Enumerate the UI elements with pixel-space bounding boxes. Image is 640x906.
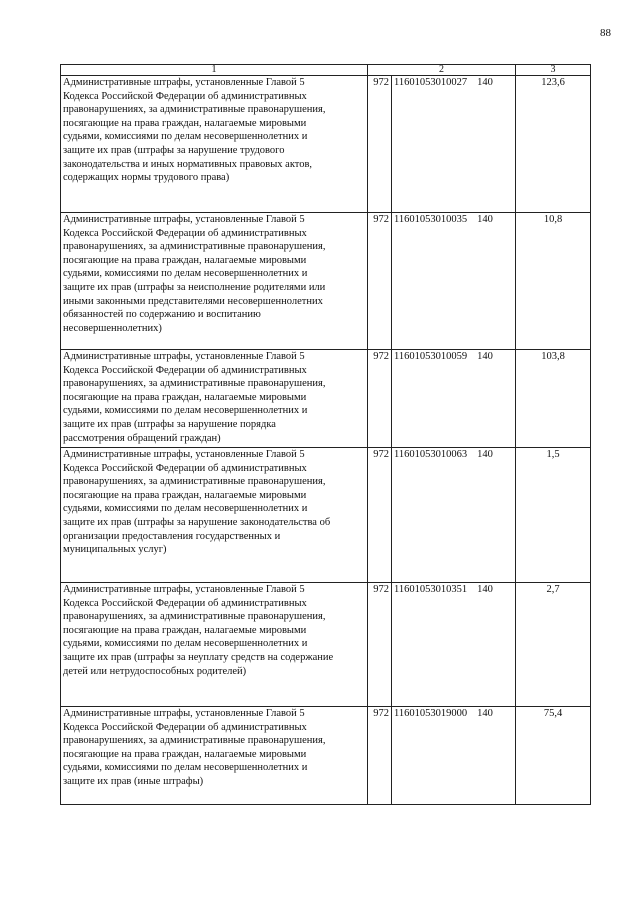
classification-code-cell [392,448,516,583]
revenue-description [61,448,368,583]
description-line: судьями, комиссиями по делам несовершеннолетних и [63,503,308,515]
administrator-code: 972 [368,583,392,707]
description-line: посягающие на права граждан, налагаемые мировыми [63,748,307,760]
classification-code-cell [392,707,516,805]
description-line: защите их прав (штрафы за нарушение трудового [63,144,285,156]
description-line: защите их прав (штрафы за нарушение порядка [63,418,276,430]
kosgu-code: 140 [477,449,493,460]
table-header-row [61,65,591,76]
description-line: Административные штрафы, установленные Главой 5 [63,214,305,225]
classification-code-cell [392,350,516,448]
description-line: посягающие на права граждан, налагаемые мировыми [63,489,307,501]
description-line: защите их прав (штрафы за неисполнение родителями или [63,281,326,293]
description-line: Административные штрафы, установленные Главой 5 [63,584,305,595]
table-row [61,213,591,350]
amount-value: 75,4 [516,707,591,805]
kosgu-code: 140 [477,708,493,719]
administrator-code: 972 [368,213,392,350]
header-col-1: 1 [61,65,368,76]
kosgu-code: 140 [477,214,493,225]
administrator-code: 972 [368,350,392,448]
administrator-code: 972 [368,76,392,213]
description-line: несовершеннолетних) [63,322,162,334]
description-line: Административные штрафы, установленные Главой 5 [63,351,305,362]
description-line: посягающие на права граждан, налагаемые мировыми [63,117,307,129]
description-line: организации предоставления государственных и [63,530,281,542]
description-line: судьями, комиссиями по делам несовершеннолетних и [63,131,308,143]
description-line: Кодекса Российской Федерации об административных [63,721,307,733]
description-line: иными законными представителями несовершеннолетних [63,295,323,307]
budget-classification-code: 11601053010063 [394,449,468,460]
classification-code-cell [392,76,516,213]
table-row [61,76,591,213]
budget-classification-code: 11601053010059 [394,351,468,362]
kosgu-code: 140 [477,77,493,88]
description-line: детей или нетрудоспособных родителей) [63,665,247,677]
description-line: судьями, комиссиями по делам несовершеннолетних и [63,762,308,774]
budget-revenue-table [60,64,591,805]
table-row [61,707,591,805]
administrator-code: 972 [368,707,392,805]
description-line: правонарушениях, за административные правонарушения, [63,378,326,390]
revenue-description [61,707,368,805]
table-row [61,448,591,583]
description-line: муниципальных услуг) [63,544,167,556]
description-line: законодательства и иных нормативных правовых актов, [63,158,313,170]
description-line: Административные штрафы, установленные Главой 5 [63,77,305,88]
revenue-description [61,76,368,213]
description-line: обязанностей по содержанию и воспитанию [63,309,261,321]
revenue-description [61,350,368,448]
description-line: судьями, комиссиями по делам несовершеннолетних и [63,405,308,417]
description-line: судьями, комиссиями по делам несовершеннолетних и [63,268,308,280]
kosgu-code: 140 [477,584,493,595]
description-line: судьями, комиссиями по делам несовершеннолетних и [63,638,308,650]
header-col-3: 3 [516,65,591,76]
description-line: правонарушениях, за административные правонарушения, [63,104,326,116]
description-line: рассмотрения обращений граждан) [63,432,221,444]
description-line: содержащих нормы трудового права) [63,172,230,184]
budget-classification-code: 11601053019000 [394,708,468,719]
amount-value: 103,8 [516,350,591,448]
table-row [61,583,591,707]
amount-value: 1,5 [516,448,591,583]
budget-classification-code: 11601053010351 [394,584,468,595]
description-line: посягающие на права граждан, налагаемые мировыми [63,624,307,636]
kosgu-code: 140 [477,351,493,362]
description-line: посягающие на права граждан, налагаемые мировыми [63,254,307,266]
description-line: защите их прав (штрафы за нарушение законодательства об [63,516,331,528]
description-line: Административные штрафы, установленные Главой 5 [63,708,305,719]
description-line: посягающие на права граждан, налагаемые мировыми [63,391,307,403]
description-line: Кодекса Российской Федерации об административных [63,462,307,474]
description-line: Кодекса Российской Федерации об административных [63,364,307,376]
budget-classification-code: 11601053010035 [394,214,468,225]
description-line: правонарушениях, за административные правонарушения, [63,735,326,747]
administrator-code: 972 [368,448,392,583]
revenue-description [61,583,368,707]
header-col-2: 2 [368,65,516,76]
page-number: 88 [600,27,611,39]
budget-classification-code: 11601053010027 [394,77,468,88]
description-line: защите их прав (штрафы за неуплату средств на содержание [63,651,334,663]
description-line: правонарушениях, за административные правонарушения, [63,476,326,488]
table-row [61,350,591,448]
description-line: Кодекса Российской Федерации об административных [63,227,307,239]
classification-code-cell [392,213,516,350]
amount-value: 123,6 [516,76,591,213]
classification-code-cell [392,583,516,707]
description-line: правонарушениях, за административные правонарушения, [63,611,326,623]
description-line: защите их прав (иные штрафы) [63,775,204,787]
amount-value: 10,8 [516,213,591,350]
description-line: Кодекса Российской Федерации об административных [63,597,307,609]
description-line: правонарушениях, за административные правонарушения, [63,241,326,253]
description-line: Административные штрафы, установленные Главой 5 [63,449,305,460]
description-line: Кодекса Российской Федерации об административных [63,90,307,102]
amount-value: 2,7 [516,583,591,707]
revenue-description [61,213,368,350]
